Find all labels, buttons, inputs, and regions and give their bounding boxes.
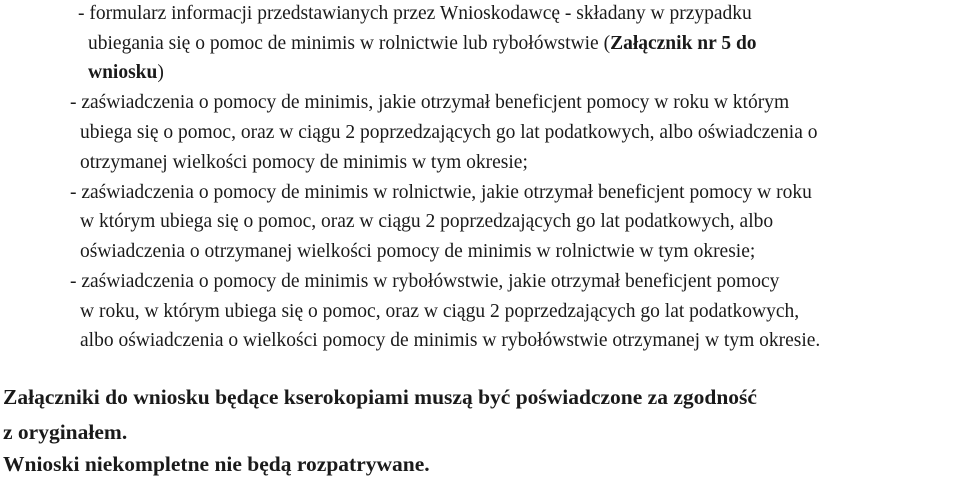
list-item-3-line-2: w którym ubiega się o pomoc, oraz w ciągu 2 poprzedzających go lat podatkowych, albo: [80, 211, 774, 232]
list-item-1-line-2: [88, 32, 757, 56]
list-item-2-line-2: ubiega się o pomoc, oraz w ciągu 2 poprzedzających go lat podatkowych, albo oświadczenia o: [80, 122, 818, 143]
list-item-2-line-1: - zaświadczenia o pomocy de minimis, jakie otrzymał beneficjent pomocy w roku w którym: [70, 92, 790, 113]
list-item-1-closing: ): [157, 62, 164, 83]
attachment-reference: Załącznik nr 5 do: [610, 33, 757, 54]
list-item-3-line-1: - zaświadczenia o pomocy de minimis w rolnictwie, jakie otrzymał beneficjent pomocy w roku: [70, 182, 812, 203]
list-item-4-line-1: - zaświadczenia o pomocy de minimis w rybołówstwie, jakie otrzymał beneficjent pomocy: [70, 271, 780, 292]
notice-incomplete-applications: Wnioski niekompletne nie będą rozpatrywane.: [3, 452, 430, 476]
list-item-4-line-3: albo oświadczenia o wielkości pomocy de minimis w rybołówstwie otrzymanej w tym okresie.: [80, 330, 821, 351]
list-item-3-line-3: oświadczenia o otrzymanej wielkości pomocy de minimis w rolnictwie w tym okresie;: [80, 241, 756, 262]
list-item-1-text: ubiegania się o pomoc de minimis w rolnictwie lub rybołówstwie (: [88, 33, 611, 54]
notice-certified-copies: Załączniki do wniosku będące kserokopiami muszą być poświadczone za zgodność: [3, 385, 757, 409]
notice-certified-copies-cont: z oryginałem.: [3, 420, 128, 444]
list-item-4-line-2: w roku, w którym ubiega się o pomoc, oraz w ciągu 2 poprzedzających go lat podatkowych,: [80, 301, 800, 322]
attachment-reference-cont: wniosku: [88, 62, 158, 83]
list-item-2-line-3: otrzymanej wielkości pomocy de minimis w tym okresie;: [80, 152, 528, 173]
list-item-1-line-3: [88, 61, 164, 85]
list-item-1-line-1: - formularz informacji przedstawianych przez Wnioskodawcę - składany w przypadku: [78, 3, 752, 24]
